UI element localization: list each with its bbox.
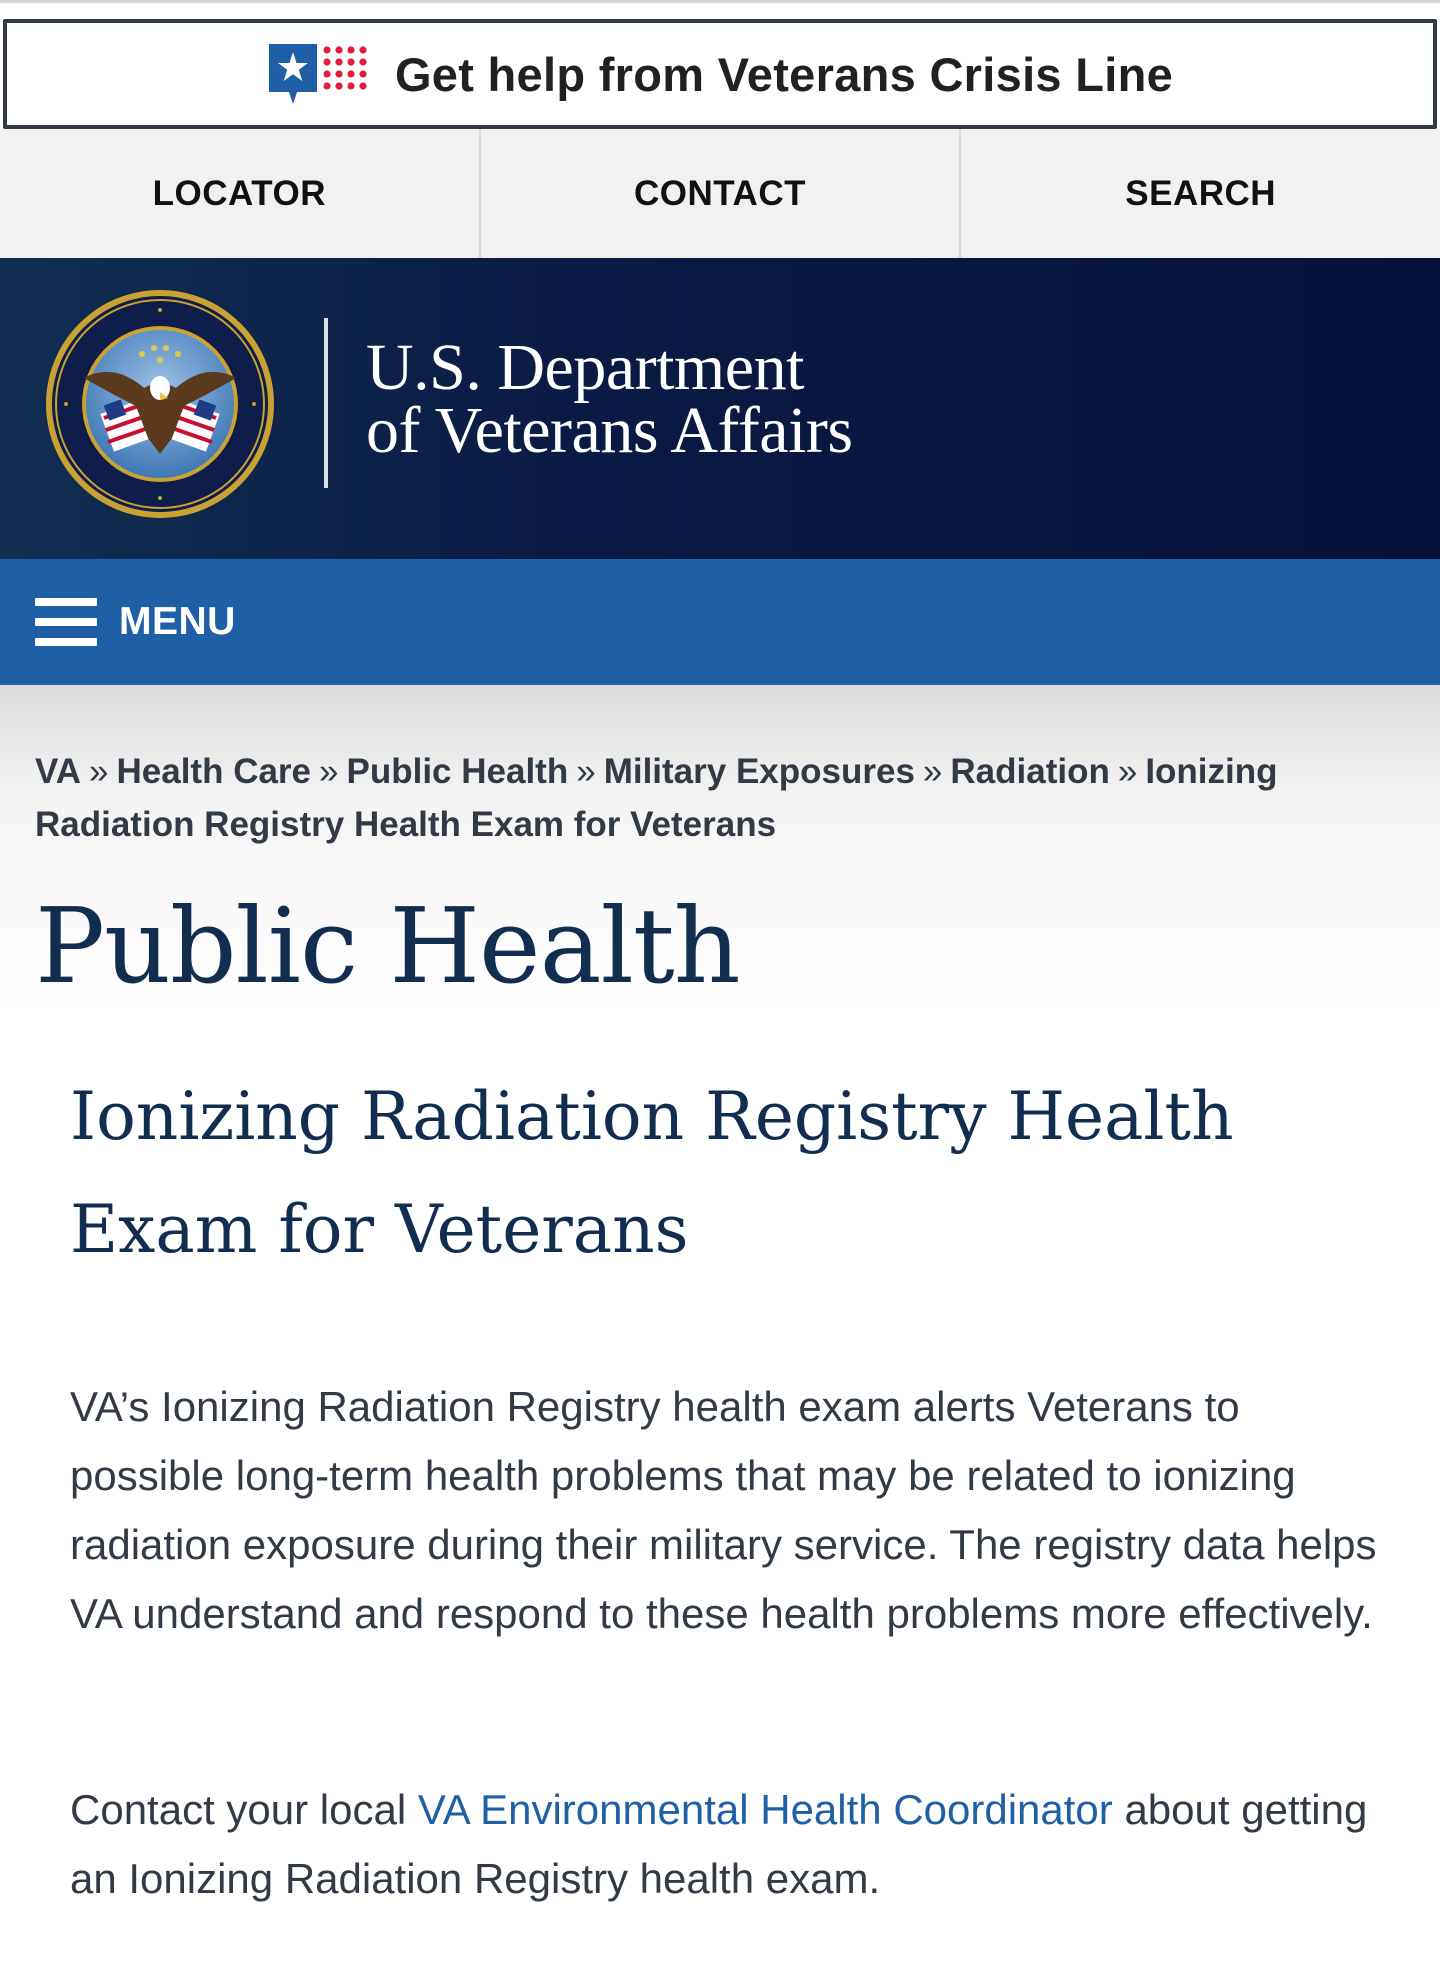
page-title: Public Health [35,885,740,1007]
environmental-health-coordinator-link[interactable]: VA Environmental Health Coordinator [417,1786,1113,1833]
locator-link[interactable]: LOCATOR [0,129,481,258]
hamburger-icon [35,598,97,646]
department-name[interactable] [366,331,853,467]
intro-paragraph: VA’s Ionizing Radiation Registry health exam alerts Veterans to possible long-term health problems that may be related to ionizing radiation exposure during their military service. The registry data helps VA understand and respond to these health problems more effectively. [70,1383,1377,1637]
department-name-line1: U.S. Department [366,331,804,404]
contact-link[interactable]: CONTACT [481,129,962,258]
site-header [0,258,1440,559]
menu-label: MENU [119,600,236,643]
breadcrumb-current: Ionizing Radiation Registry Health Exam for Veterans [35,752,1278,844]
menu-button[interactable] [0,559,1440,685]
va-seal-icon[interactable] [44,288,276,520]
crisis-line-button[interactable] [3,19,1437,129]
breadcrumb-military-exposures[interactable]: Military Exposures [603,752,915,791]
crisis-line-banner [0,0,1440,129]
page-subtitle: Ionizing Radiation Registry Health Exam for Veterans [70,1078,1234,1268]
contact-text-after: about getting an Ionizing Radiation Registry health exam. [70,1786,1368,1902]
contact-text-before: Contact your local [70,1786,418,1833]
breadcrumb [35,745,1325,851]
breadcrumb-radiation[interactable]: Radiation [950,752,1110,791]
breadcrumb-separator: » [319,752,339,791]
breadcrumb-va[interactable]: VA [35,752,82,791]
breadcrumb-separator: » [1117,752,1138,791]
contact-paragraph [70,1775,1380,1913]
crisis-line-label: Get help from Veterans Crisis Line [394,47,1174,101]
breadcrumb-separator: » [89,752,109,791]
crisis-line-icon [267,40,371,108]
breadcrumb-separator: » [922,752,943,791]
breadcrumb-public-health[interactable]: Public Health [346,752,569,791]
search-link[interactable]: SEARCH [1125,173,1277,213]
breadcrumb-separator: » [576,752,596,791]
utility-nav [0,129,1440,258]
department-name-line2: of Veterans Affairs [366,394,853,467]
breadcrumb-health-care[interactable]: Health Care [116,752,312,791]
header-divider [324,318,328,488]
